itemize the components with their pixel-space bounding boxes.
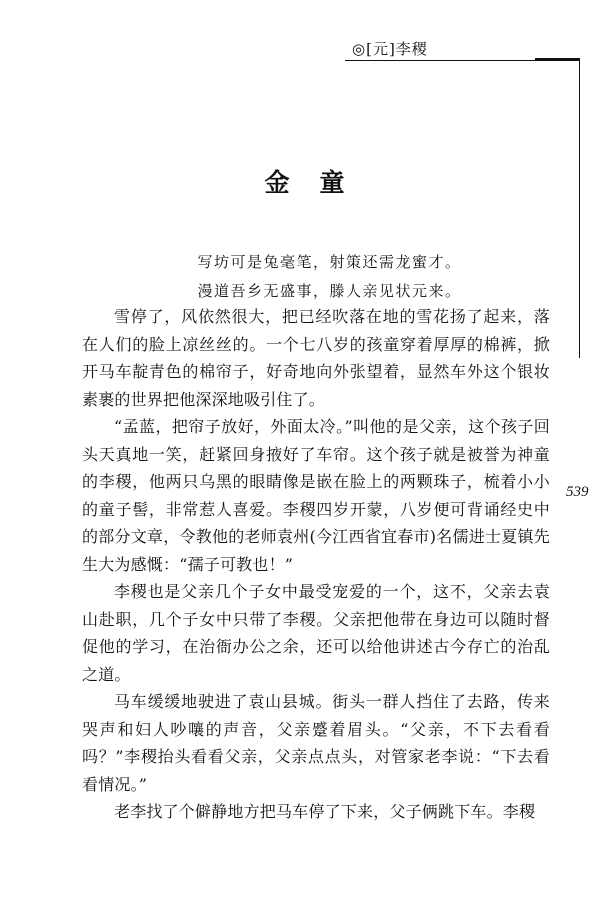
paragraph: 老李找了个僻静地方把马车停了下来，父子俩跳下车。李稷 [114, 802, 536, 821]
paragraph: 李稷也是父亲几个子女中最受宠爱的一个，这不，父亲去袁山赴职，几个子女中只带了李稷。父亲把他带在身边可以随时督促他的学习，在治衙办公之余，还可以给他讲述古今存亡的治乱之道。 [82, 582, 550, 684]
running-header [0, 0, 609, 80]
margin-rule [579, 58, 580, 358]
epigraph-poem [0, 248, 609, 306]
paragraph: 雪停了，风依然很大，把已经吹落在地的雪花扬了起来，落在人们的脸上凉丝丝的。一个七八岁的孩童穿着厚厚的棉裤，掀开马车靛青色的棉帘子，好奇地向外张望着，显然车外这个银妆素裹的世界把他深深地吸引住了。 [82, 307, 550, 409]
paragraph: 马车缓缓地驶进了袁山县城。街头一群人挡住了去路，传来哭声和妇人吵嚷的声音，父亲蹙着眉头。“父亲，不下去看看吗？”李稷抬头看看父亲，父亲点点头，对管家老李说：“下去看看情况。” [82, 692, 550, 794]
paragraph: “孟蓝，把帘子放好，外面太冷。”叫他的是父亲，这个孩子回头天真地一笑，赶紧回身掖好了车帘。这个孩子就是被誉为神童的李稷，他两只乌黑的眼睛像是嵌在脸上的两颗珠子，梳着小小的童子髻，非常惹人喜爱。李稷四岁开蒙，八岁便可背诵经史中的部分文章，令教他的老师袁州(今江西省宜春市)名儒进士夏镇先生大为感慨：“孺子可教也！” [82, 417, 550, 574]
body-text [82, 303, 550, 826]
header-rule [345, 60, 535, 61]
page-number: 539 [566, 484, 589, 500]
poem-line: 漫道吾乡无盛事，滕人亲见状元来。 [197, 282, 462, 300]
running-title: ◎[元]李稷 [352, 40, 428, 58]
header-rule-thick [535, 58, 579, 61]
poem-line: 写坊可是兔毫笔，射策还需龙蜜才。 [197, 253, 462, 271]
chapter-title: 金童 [264, 168, 375, 197]
